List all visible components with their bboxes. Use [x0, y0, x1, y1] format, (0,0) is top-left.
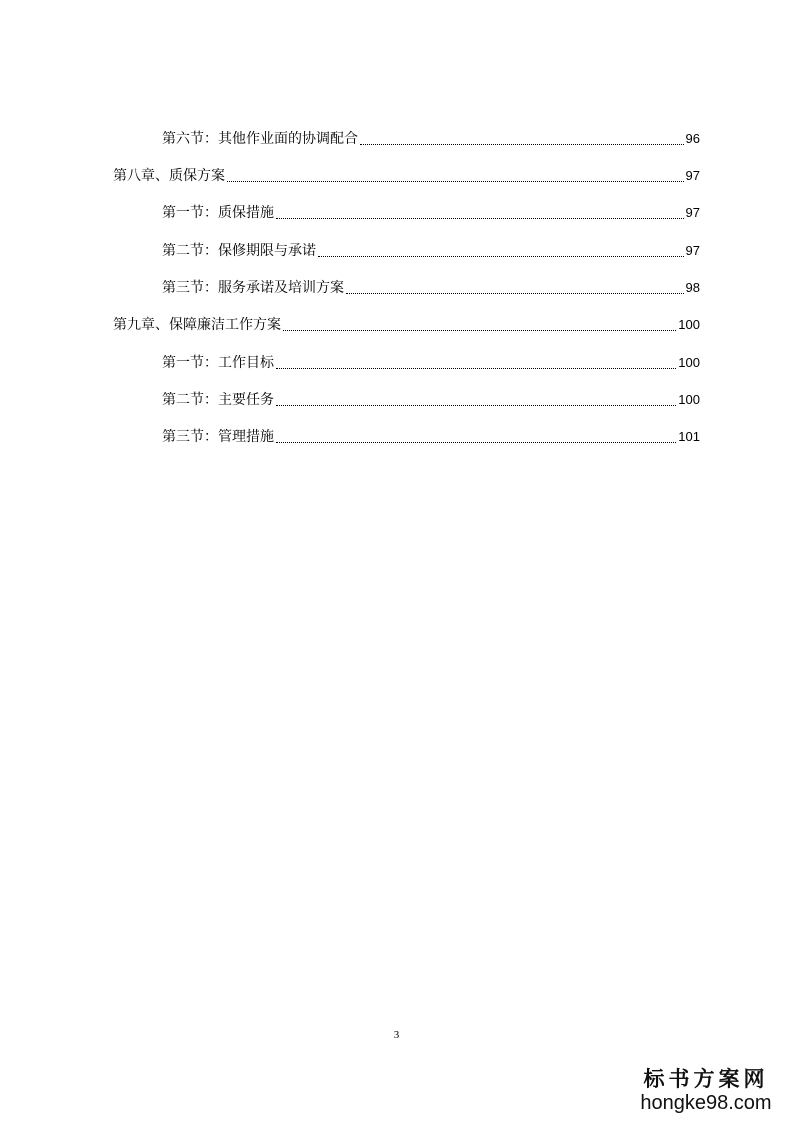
toc-entry[interactable]	[162, 385, 700, 409]
watermark-title: 标书方案网	[643, 1066, 769, 1091]
toc-entry-title: 第一节：质保措施	[162, 205, 274, 221]
toc-entry[interactable]	[162, 198, 700, 222]
toc-entry[interactable]	[162, 348, 700, 372]
watermark-logo	[631, 1066, 781, 1114]
toc-entry-page: 97	[685, 205, 700, 220]
toc-dot-leader	[283, 316, 676, 334]
toc-dot-leader	[276, 391, 676, 409]
toc-entry[interactable]	[113, 161, 700, 185]
toc-entry-title: 第二节：主要任务	[162, 392, 274, 408]
toc-entry-title: 第九章、保障廉洁工作方案	[113, 317, 281, 333]
toc-dot-leader	[360, 130, 684, 148]
page-number: 3	[393, 1029, 400, 1041]
toc-entry-page: 97	[685, 168, 700, 183]
toc-entry[interactable]	[162, 124, 700, 148]
toc-dot-leader	[276, 354, 676, 372]
toc-dot-leader	[276, 204, 684, 222]
toc-entry-page: 98	[685, 280, 700, 295]
toc-entry[interactable]	[162, 273, 700, 297]
toc-entry-page: 100	[678, 317, 700, 332]
toc-entry-page: 101	[678, 429, 700, 444]
toc-entry-page: 96	[685, 131, 700, 146]
toc-entry-title: 第三节：服务承诺及培训方案	[162, 280, 344, 296]
toc-entry-title: 第二节：保修期限与承诺	[162, 243, 316, 259]
toc-entry-title: 第八章、质保方案	[113, 168, 225, 184]
toc-entry-title: 第三节：管理措施	[162, 429, 274, 445]
toc-entry[interactable]	[113, 310, 700, 334]
toc-dot-leader	[276, 428, 676, 446]
toc-entry-title: 第一节：工作目标	[162, 355, 274, 371]
toc-entry[interactable]	[162, 236, 700, 260]
toc-dot-leader	[227, 167, 684, 185]
toc-entry-page: 100	[678, 392, 700, 407]
toc-dot-leader	[318, 242, 684, 260]
watermark-url: hongke98.com	[640, 1092, 772, 1114]
toc-dot-leader	[346, 279, 684, 297]
toc-entry-page: 100	[678, 355, 700, 370]
toc-entry[interactable]	[162, 422, 700, 446]
toc-entry-title: 第六节：其他作业面的协调配合	[162, 131, 358, 147]
toc-entry-page: 97	[685, 243, 700, 258]
